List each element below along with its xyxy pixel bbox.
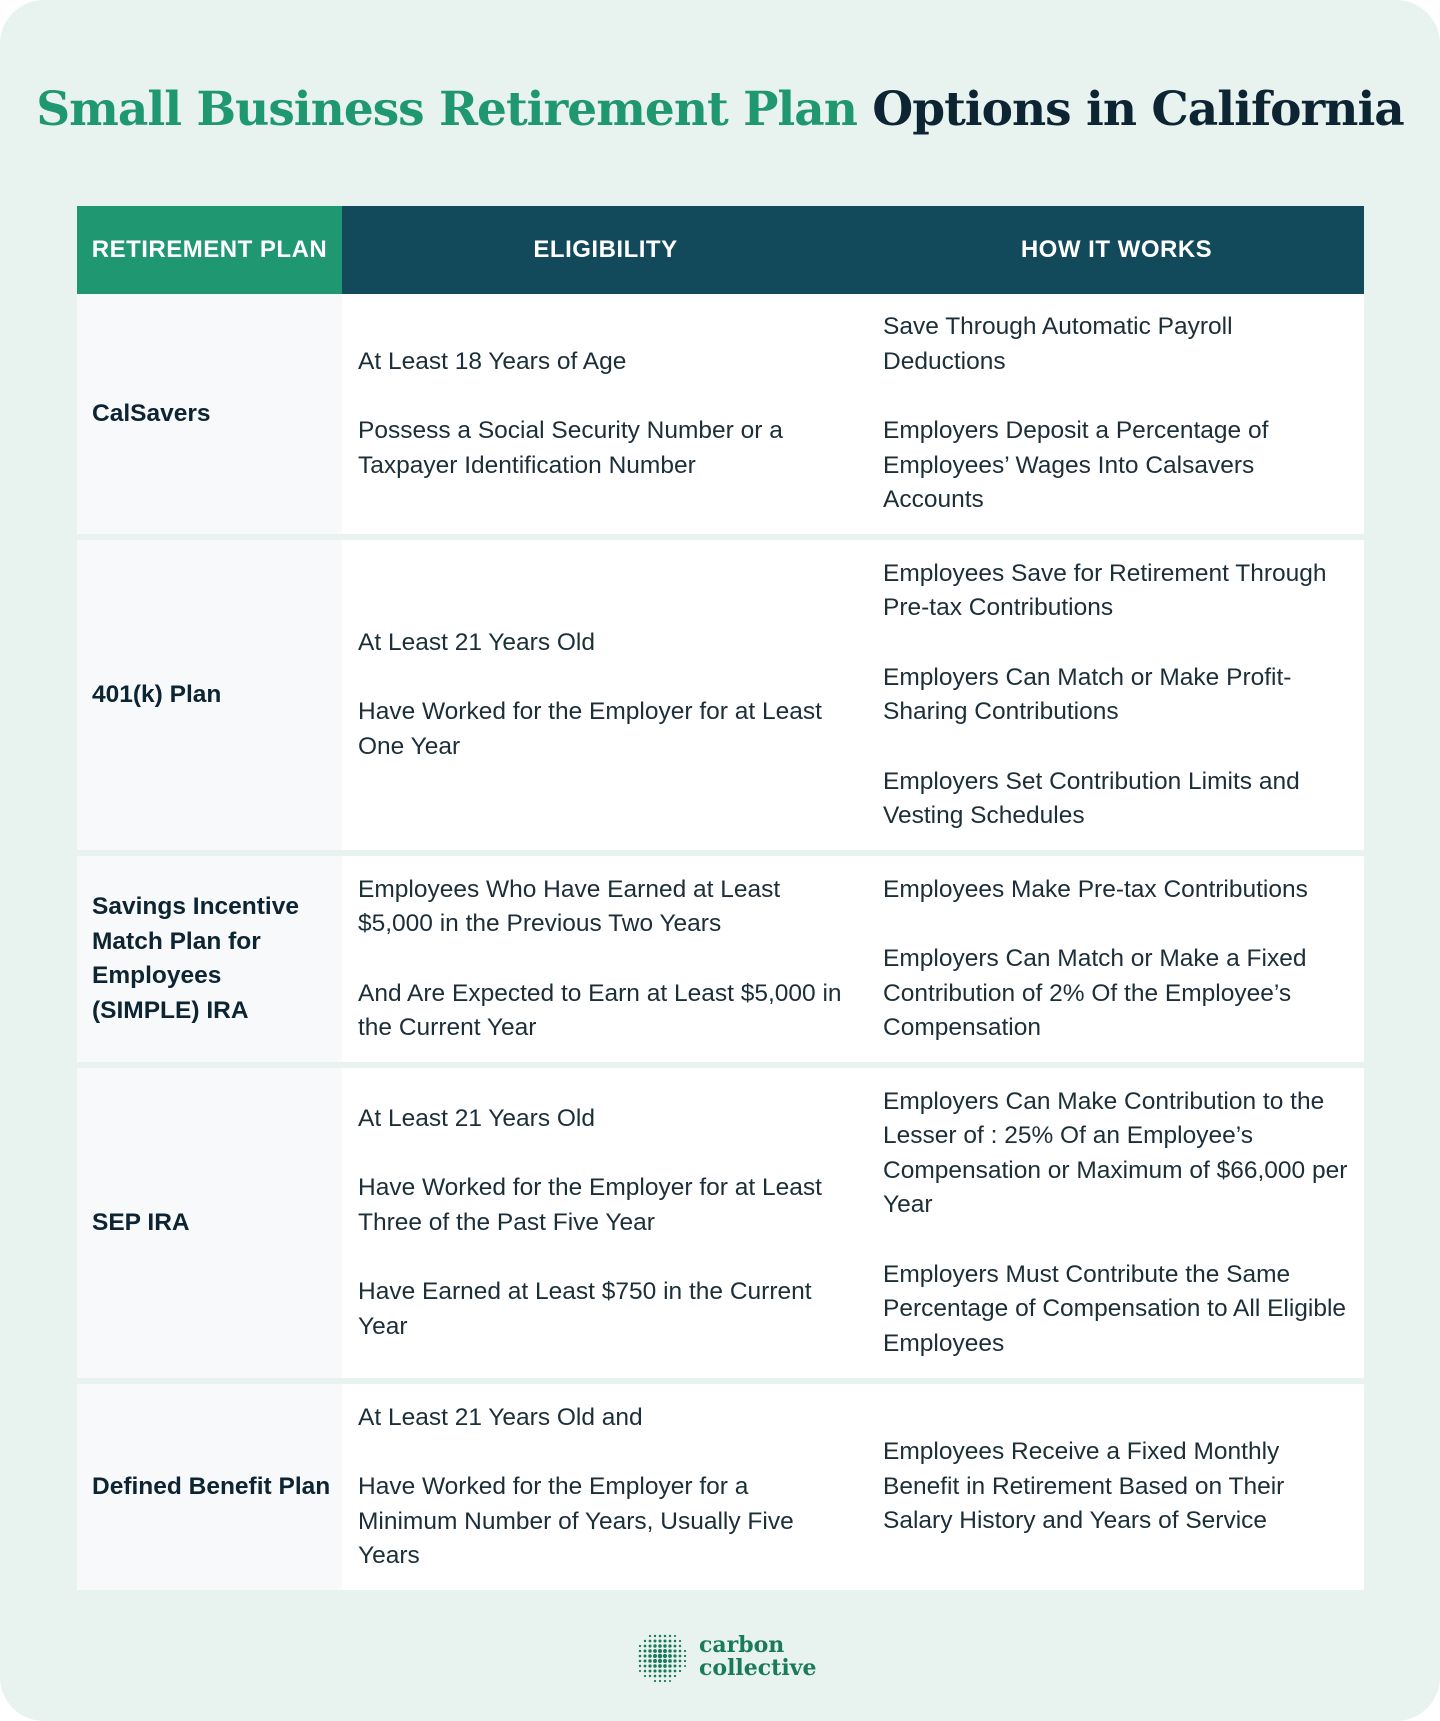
logo-dot: [648, 1649, 651, 1652]
logo-dot: [639, 1655, 642, 1658]
logo-dot: [679, 1655, 682, 1658]
logo-dot: [679, 1645, 681, 1647]
logo-dot: [663, 1664, 667, 1668]
logo-dot: [679, 1650, 682, 1653]
table-row: [77, 1384, 1364, 1590]
logo-dot: [658, 1664, 662, 1668]
how-it-works-cell: [869, 1068, 1364, 1378]
plan-name: Savings Incentive Match Plan for Employees (SIMPLE) IRA: [77, 856, 342, 1062]
eligibility-cell: [342, 856, 869, 1062]
how-item: Employees Make Pre-tax Contributions: [883, 875, 1308, 903]
table-row: [77, 294, 1364, 534]
logo-dot: [663, 1654, 667, 1658]
title-rest: Options in California: [872, 82, 1404, 137]
eligibility-item: And Are Expected to Earn at Least $5,000 in the Current Year: [358, 979, 842, 1041]
logo-dot: [648, 1659, 651, 1662]
logo-dot: [653, 1654, 657, 1658]
logo-dot: [674, 1635, 676, 1637]
logo-dot: [644, 1640, 646, 1642]
how-item: Save Through Automatic Payroll Deductions: [883, 313, 1233, 375]
logo-dot: [639, 1645, 641, 1647]
logo-dot: [668, 1659, 672, 1663]
eligibility-cell: [342, 294, 869, 534]
logo-dot: [649, 1670, 652, 1673]
table-row: [77, 1068, 1364, 1378]
logo-dot: [659, 1635, 662, 1638]
eligibility-item: Have Worked for the Employer for at Least Three of the Past Five Year: [358, 1174, 822, 1236]
logo-dot: [669, 1670, 672, 1673]
logo-dot: [659, 1680, 661, 1682]
logo-dot: [654, 1675, 657, 1678]
logo-dot: [644, 1670, 647, 1673]
logo-dot: [663, 1649, 667, 1653]
logo-dot: [679, 1660, 682, 1663]
table-row: [77, 856, 1364, 1062]
eligibility-item: At Least 21 Years Old and: [358, 1403, 643, 1431]
logo-dot: [654, 1640, 657, 1643]
logo-dot: [673, 1649, 676, 1652]
logo-dot: [653, 1664, 657, 1668]
logo-dot: [674, 1645, 677, 1648]
how-it-works-cell: [869, 1384, 1364, 1590]
eligibility-item: Have Worked for the Employer for at Least One Year: [358, 698, 822, 760]
logo-dot: [668, 1654, 672, 1658]
logo-dot: [654, 1635, 656, 1637]
logo-dot: [649, 1675, 651, 1677]
logo-dot: [663, 1644, 666, 1647]
page-title: [0, 82, 1440, 137]
logo-dot: [674, 1665, 677, 1668]
logo-dot: [643, 1654, 646, 1657]
logo-line-2: collective: [699, 1655, 817, 1681]
eligibility-item: Have Earned at Least $750 in the Current Year: [358, 1278, 812, 1340]
logo-dot: [639, 1660, 642, 1663]
logo-dot: [679, 1640, 681, 1642]
logo-dot: [684, 1655, 686, 1657]
logo-dot: [664, 1675, 667, 1678]
logo-dot: [664, 1680, 666, 1682]
logo-dot: [674, 1675, 676, 1677]
how-it-works-cell: [869, 294, 1364, 534]
logo-dot: [663, 1659, 667, 1663]
logo-dot: [668, 1664, 671, 1667]
how-item: Employees Save for Retirement Through Pre-tax Contributions: [883, 559, 1327, 621]
logo-dot: [684, 1665, 686, 1667]
how-item: Employers Can Match or Make Profit-Sharing Contributions: [883, 663, 1292, 725]
how-item: Employees Receive a Fixed Monthly Benefit in Retirement Based on Their Salary History and Years of Service: [883, 1438, 1285, 1535]
logo-dot: [644, 1675, 646, 1677]
logo-dot: [674, 1670, 677, 1673]
table-row: [77, 540, 1364, 850]
how-it-works-cell: [869, 856, 1364, 1062]
logo-dot: [668, 1649, 672, 1653]
logo-dot: [648, 1644, 651, 1647]
eligibility-item: Employees Who Have Earned at Least $5,000 in the Previous Two Years: [358, 875, 781, 937]
logo-dot: [684, 1650, 686, 1652]
logo-dot: [674, 1640, 677, 1643]
logo-dot: [673, 1659, 676, 1662]
plan-name: 401(k) Plan: [77, 540, 342, 850]
logo-dot: [668, 1644, 671, 1647]
logo-dot: [639, 1665, 641, 1667]
title-accent: Small Business Retirement Plan: [36, 82, 857, 137]
logo-dot: [684, 1660, 686, 1662]
eligibility-item: Possess a Social Security Number or a Taxpayer Identification Number: [358, 417, 783, 479]
logo-dot: [669, 1675, 672, 1678]
header-eligibility: ELIGIBILITY: [342, 206, 869, 294]
how-item: Employers Can Make Contribution to the Lesser of : 25% Of an Employee’s Compensation or Maximum of $66,000 per Year: [883, 1087, 1348, 1219]
logo-dot: [663, 1669, 666, 1672]
logo-wordmark: [699, 1634, 816, 1680]
plan-name: Defined Benefit Plan: [77, 1384, 342, 1590]
header-retirement-plan: RETIREMENT PLAN: [77, 206, 342, 294]
logo-dot: [653, 1644, 656, 1647]
how-item: Employers Can Match or Make a Fixed Contribution of 2% Of the Employee’s Compensation: [883, 945, 1307, 1041]
logo-dot: [659, 1675, 662, 1678]
logo-dot: [649, 1635, 651, 1637]
eligibility-cell: [342, 540, 869, 850]
logo-dot: [639, 1670, 641, 1672]
logo-dot: [658, 1659, 662, 1663]
logo-dot: [658, 1669, 661, 1672]
logo-dot: [669, 1680, 671, 1682]
logo-dot: [658, 1649, 662, 1653]
logo-dot: [644, 1660, 647, 1663]
logo-dot: [639, 1650, 641, 1652]
logo-dot: [653, 1649, 657, 1653]
logo-dot: [679, 1665, 682, 1668]
logo-dot: [648, 1654, 652, 1658]
dotted-sphere-icon: [633, 1629, 689, 1685]
plan-name: CalSavers: [77, 294, 342, 534]
logo-dot: [654, 1680, 656, 1682]
eligibility-item: At Least 18 Years of Age: [358, 347, 627, 375]
logo-dot: [658, 1639, 661, 1642]
logo-dot: [673, 1654, 676, 1657]
logo-dot: [644, 1665, 647, 1668]
retirement-plan-table: [77, 206, 1364, 1590]
how-it-works-cell: [869, 540, 1364, 850]
logo-dot: [644, 1645, 647, 1648]
logo-dot: [664, 1640, 667, 1643]
eligibility-item: At Least 21 Years Old: [358, 1104, 595, 1132]
logo-dot: [664, 1635, 667, 1638]
logo-dot: [644, 1650, 647, 1653]
logo-dot: [653, 1669, 656, 1672]
eligibility-cell: [342, 1068, 869, 1378]
how-item: Employers Deposit a Percentage of Employees’ Wages Into Calsavers Accounts: [883, 417, 1269, 514]
carbon-collective-logo: [633, 1629, 816, 1685]
logo-dot: [649, 1640, 652, 1643]
logo-dot: [669, 1640, 672, 1643]
logo-dot: [658, 1654, 662, 1658]
eligibility-item: Have Worked for the Employer for a Minimum Number of Years, Usually Five Years: [358, 1473, 794, 1569]
logo-dot: [648, 1664, 651, 1667]
how-item: Employers Must Contribute the Same Percentage of Compensation to All Eligible Employees: [883, 1260, 1347, 1357]
logo-dot: [669, 1635, 671, 1637]
eligibility-cell: [342, 1384, 869, 1590]
logo-dot: [658, 1644, 662, 1648]
header-how-it-works: HOW IT WORKS: [869, 206, 1364, 294]
eligibility-item: At Least 21 Years Old: [358, 628, 595, 656]
plan-name: SEP IRA: [77, 1068, 342, 1378]
table-header-row: [77, 206, 1364, 294]
logo-line-1: carbon: [699, 1632, 785, 1658]
how-item: Employers Set Contribution Limits and Vesting Schedules: [883, 767, 1300, 829]
logo-dot: [653, 1659, 657, 1663]
logo-dot: [679, 1670, 681, 1672]
